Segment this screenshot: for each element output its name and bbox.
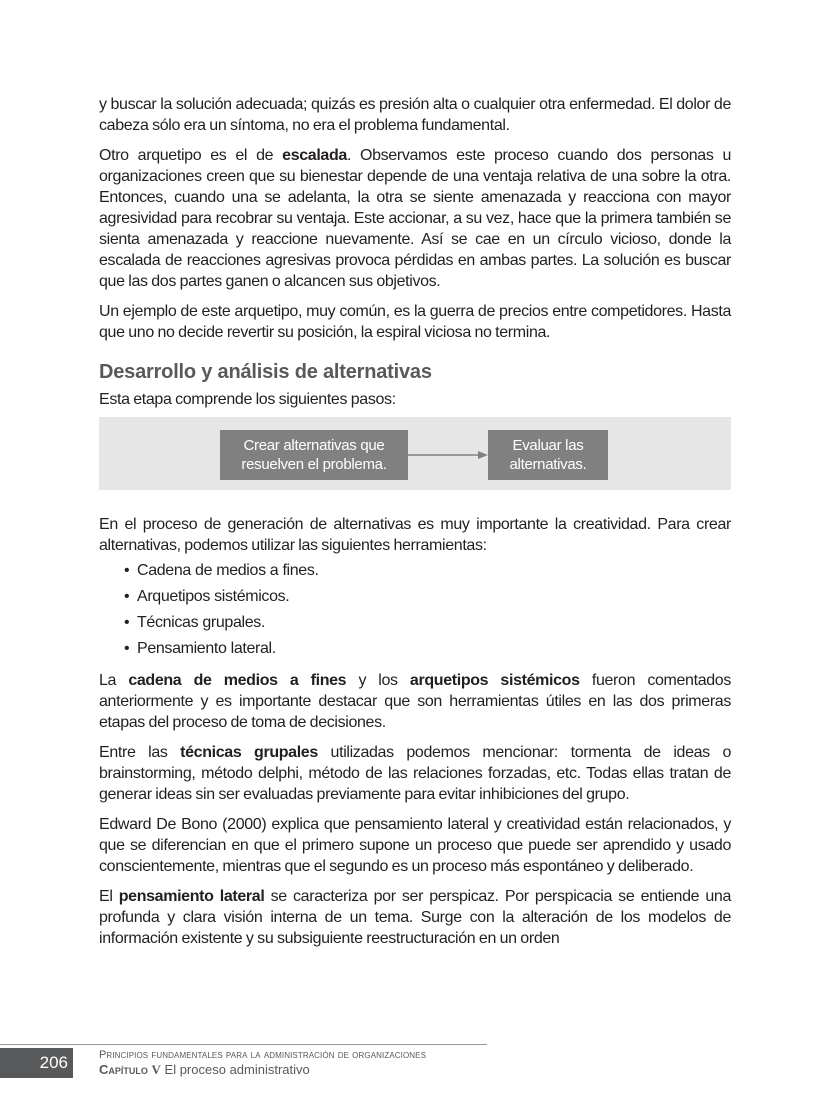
section-intro: Esta etapa comprende los siguientes pasos: [99, 391, 396, 408]
list-item [124, 636, 731, 662]
chapter-number: V [151, 1062, 161, 1077]
diagram-step-create-alternatives [220, 430, 408, 480]
running-footer [99, 1048, 426, 1078]
chapter-line [99, 1062, 426, 1078]
bold-term: arquetipos sistémicos [409, 672, 580, 689]
paragraph-cadena [99, 670, 731, 733]
list-item-text: Técnicas grupales. [137, 614, 265, 631]
paragraph-text: y buscar la solución adecuada; quizás es presión alta o cualquier otra enfermedad. El dolor de cabeza sólo era un síntoma, no era el problema fundamental. [99, 96, 731, 134]
tools-list [99, 558, 731, 662]
paragraph-pensamiento-lateral [99, 886, 731, 949]
diagram-step-evaluate-alternatives [488, 430, 608, 480]
paragraph-tecnicas [99, 742, 731, 805]
paragraph-text: La [99, 672, 129, 689]
paragraph-text: Otro arquetipo es el de [99, 147, 283, 164]
list-item [124, 610, 731, 636]
chapter-title: El proceso administrativo [164, 1062, 310, 1077]
paragraph [99, 301, 731, 343]
bullet-icon: • [124, 588, 130, 605]
paragraph [99, 94, 731, 136]
step-label-line: Crear alternativas que [243, 437, 385, 454]
list-item-text: Cadena de medios a fines. [137, 562, 319, 579]
chapter-label: Capítulo [99, 1062, 148, 1077]
bold-term: escalada [282, 147, 347, 164]
paragraph-text: Entre las [99, 744, 181, 761]
list-item-text: Arquetipos sistémicos. [137, 588, 290, 605]
book-title: Principios fundamentales para la administración de organizaciones [99, 1049, 427, 1061]
section-heading: Desarrollo y análisis de alternativas [99, 361, 432, 383]
paragraph-text: utilizadas podemos mencionar: tormenta de ideas o brainstorming, método delphi, método de las relaciones forzadas, etc. Todas ellas tratan de generar ideas sin ser evaluadas previamente para evitar inhibiciones del grupo. [99, 744, 731, 803]
list-item-text: Pensamiento lateral. [137, 640, 276, 657]
footer-divider [0, 1044, 487, 1045]
step-label-line: alternativas. [509, 456, 587, 473]
process-diagram [99, 417, 731, 490]
step-label-line: Evaluar las [512, 437, 584, 454]
paragraph-text: El [99, 888, 119, 905]
bullet-icon: • [124, 614, 130, 631]
step-label-line: resuelven el problema. [241, 456, 387, 473]
tools-intro: En el proceso de generación de alternativas es muy importante la creatividad. Para crear alternativas, podemos utilizar las siguientes herramientas: [99, 516, 731, 554]
paragraph-text: . Observamos este proceso cuando dos personas u organizaciones creen que su bienestar depende de una ventaja relativa de una sobre la otra. Entonces, cuando una se adelanta, la otra se siente amenazada y reacciona con mayor agresividad para recobrar su ventaja. Este accionar, a su vez, hace que la primera también se sienta amenazada y reaccione nuevamente. Así se cae en un círculo vicioso, donde la escalada de reacciones agresivas provoca pérdidas en ambas partes. La solución es buscar que las dos partes ganen o alcancen sus objetivos. [99, 147, 731, 290]
paragraph-text: Un ejemplo de este arquetipo, muy común, es la guerra de precios entre competidores. Hasta que uno no decide revertir su posición, la espiral viciosa no termina. [99, 303, 731, 341]
bold-term: técnicas grupales [180, 744, 318, 761]
bold-term: cadena de medios a fines [128, 672, 347, 689]
paragraph-de-bono [99, 814, 731, 877]
list-item [124, 558, 731, 584]
paragraph-escalada [99, 145, 731, 292]
bold-term: pensamiento lateral [118, 888, 265, 905]
paragraph-text: Edward De Bono (2000) explica que pensamiento lateral y creatividad están relacionados, y que se diferencian en que el primero supone un proceso que puede ser aprendido y usado conscientemente, mientras que el segundo es un proceso más espontáneo y deliberado. [99, 816, 731, 875]
page-number: 206 [0, 1048, 73, 1078]
arrow-right-icon [408, 450, 488, 460]
paragraph-text: se caracteriza por ser perspicaz. Por perspicacia se entiende una profunda y clara visión interna de un tema. Surge con la alteración de los modelos de información existente y su subsiguiente reestructuración en un orden [99, 888, 732, 947]
list-item [124, 584, 731, 610]
page-body [99, 94, 731, 958]
paragraph-text: fueron comentados anteriormente y es importante destacar que son herramientas útiles en las dos primeras etapas del proceso de toma de decisiones. [99, 672, 731, 731]
paragraph-text: y los [346, 672, 410, 689]
bullet-icon: • [124, 562, 130, 579]
bullet-icon: • [124, 640, 130, 657]
